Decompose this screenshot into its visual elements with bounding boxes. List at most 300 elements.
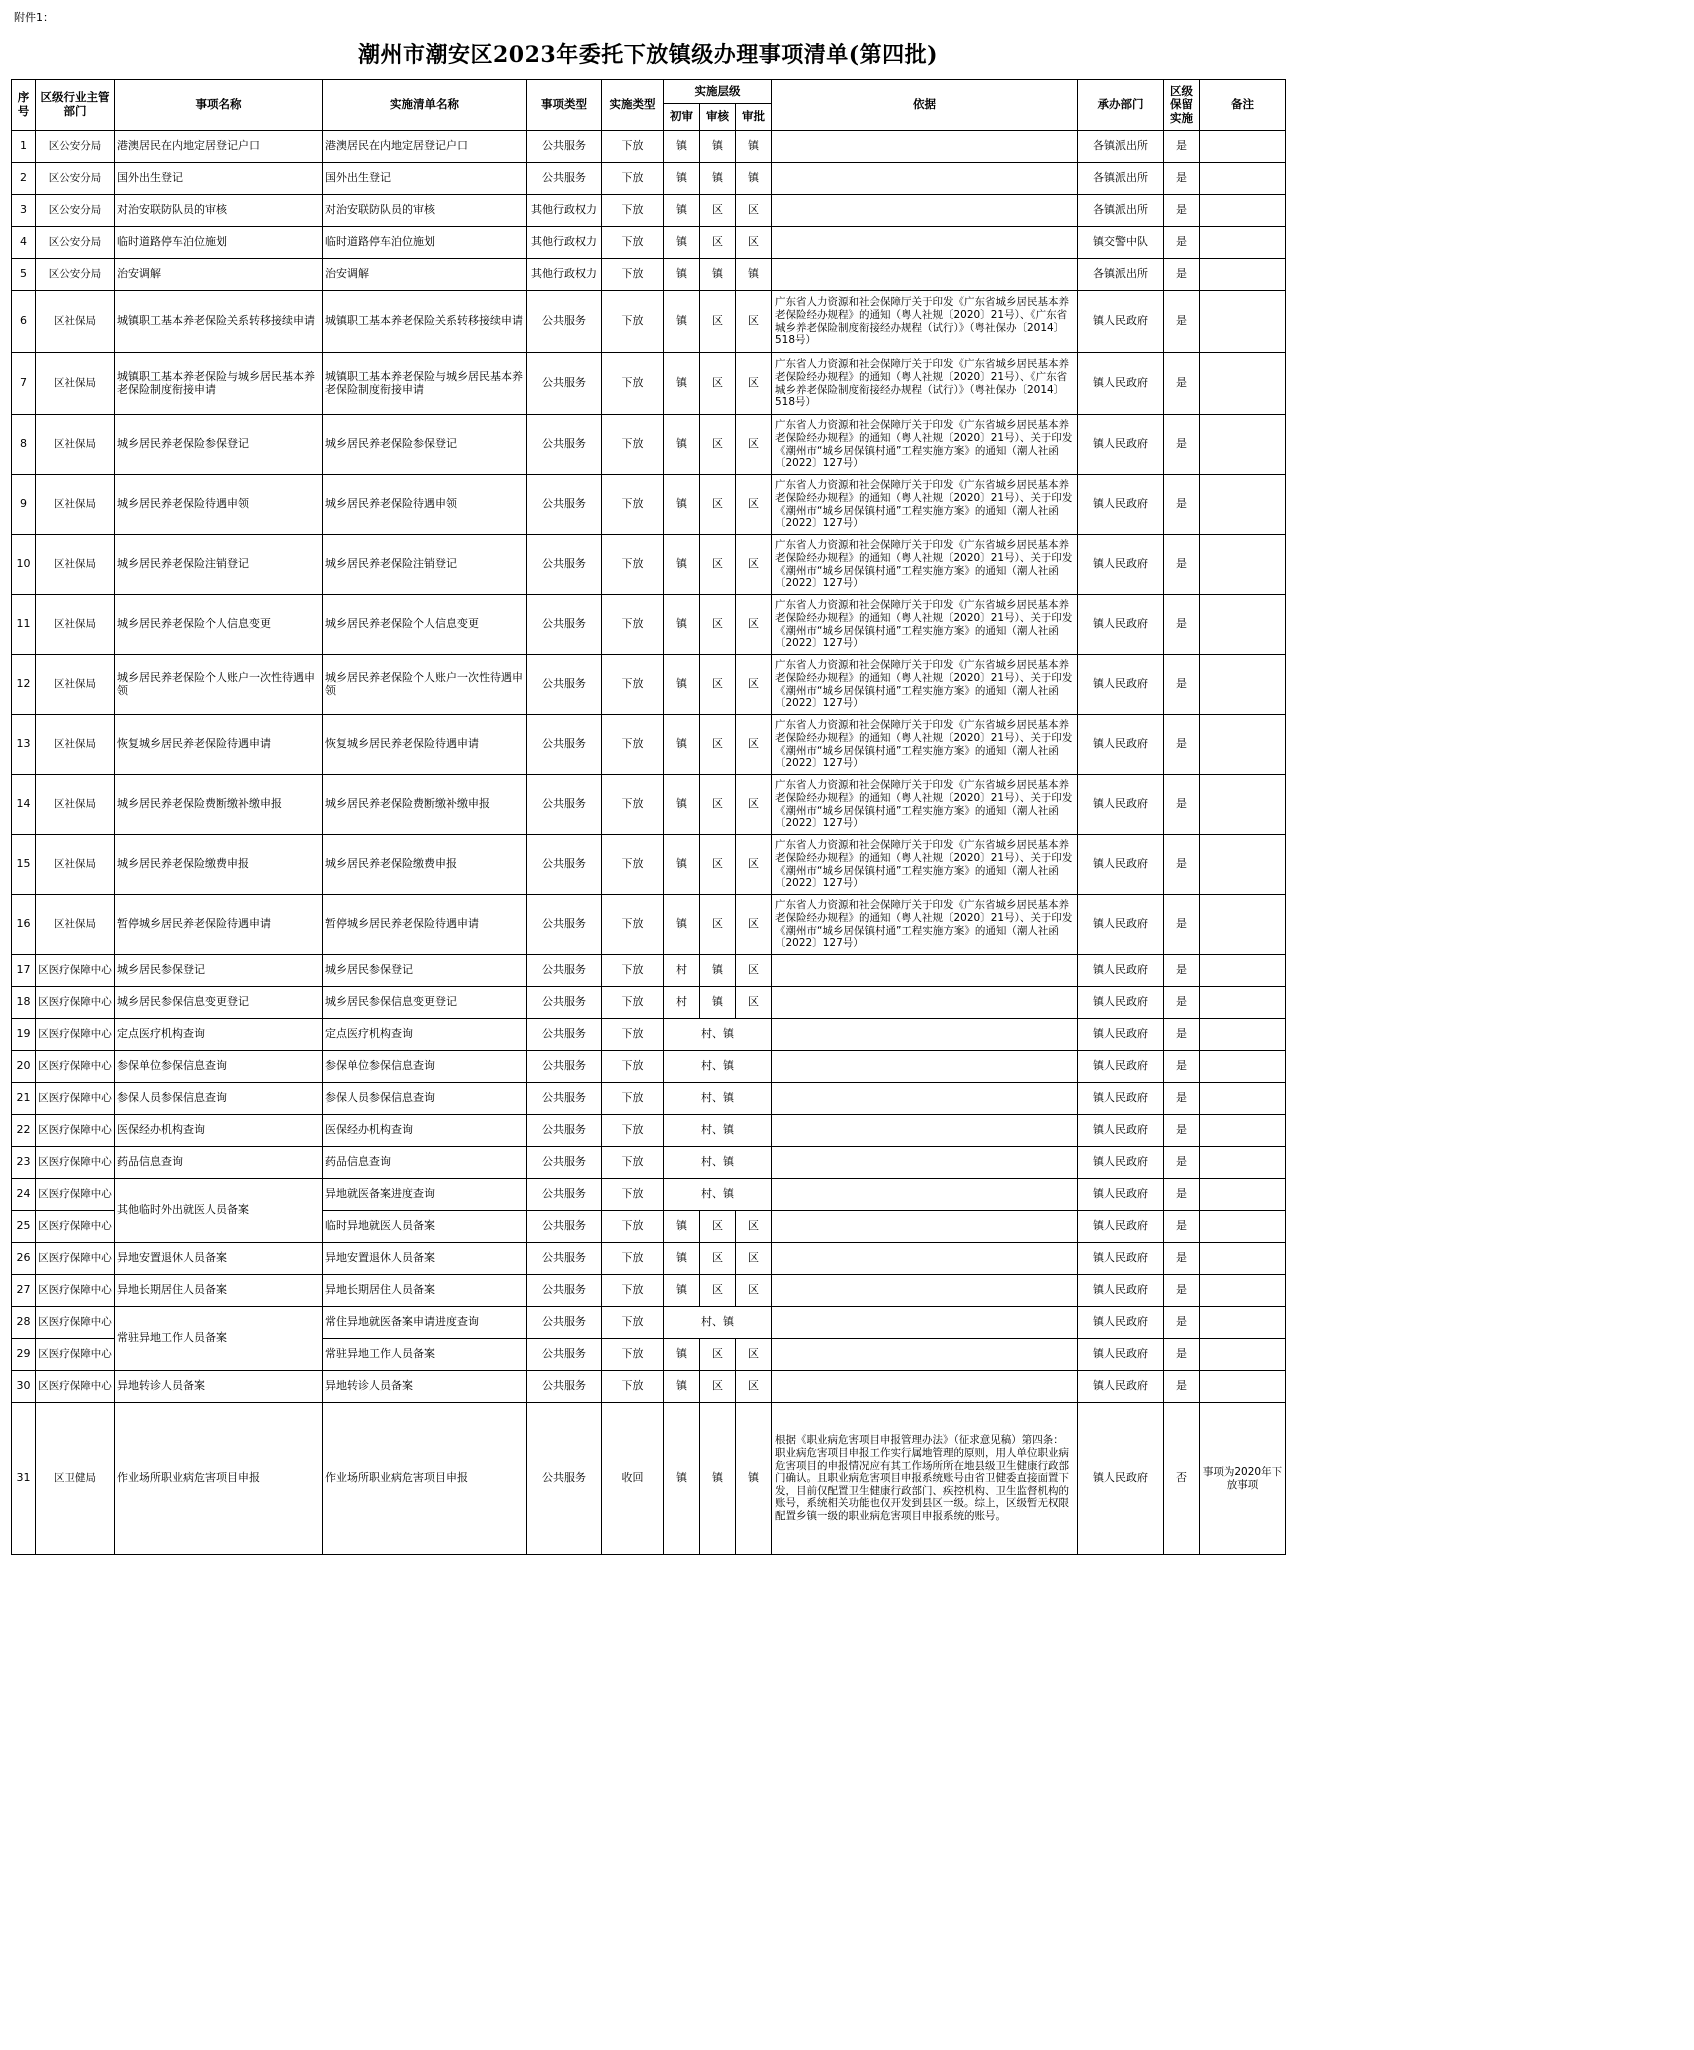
- row-impl-name: 常驻异地工作人员备案: [323, 1339, 527, 1371]
- col-header-impl: 实施清单名称: [323, 80, 527, 131]
- col-header-basis: 依据: [772, 80, 1078, 131]
- table-row: [12, 955, 1286, 987]
- row-item-name: 城乡居民参保信息变更登记: [115, 987, 323, 1019]
- row-level-l2: 区: [700, 227, 736, 259]
- row-no: 2: [12, 163, 36, 195]
- row-handler: 镇人民政府: [1078, 1147, 1164, 1179]
- row-no: 4: [12, 227, 36, 259]
- row-level-l2: 区: [700, 655, 736, 715]
- row-level-l3: 区: [736, 291, 772, 353]
- col-header-level-l2: 审核: [700, 104, 736, 131]
- row-dept: 区公安分局: [36, 163, 115, 195]
- table-row: [12, 1371, 1286, 1403]
- row-item-name: 港澳居民在内地定居登记户口: [115, 131, 323, 163]
- row-no: 30: [12, 1371, 36, 1403]
- row-basis: [772, 1115, 1078, 1147]
- row-impl-name: 对治安联防队员的审核: [323, 195, 527, 227]
- table-row: [12, 1083, 1286, 1115]
- row-basis: 广东省人力资源和社会保障厅关于印发《广东省城乡居民基本养老保险经办规程》的通知（粤人社规〔2020〕21号）、关于印发《潮州市“城乡居保镇村通”工程实施方案》的通知（潮人社函〔2022〕127号）: [772, 835, 1078, 895]
- row-level-l2: 镇: [700, 259, 736, 291]
- row-impl-name: 异地就医备案进度查询: [323, 1179, 527, 1211]
- row-item-name: 城乡居民养老保险个人信息变更: [115, 595, 323, 655]
- row-dept: 区医疗保障中心: [36, 955, 115, 987]
- row-level-l1: 镇: [664, 131, 700, 163]
- row-no: 9: [12, 475, 36, 535]
- row-retain: 是: [1164, 1051, 1200, 1083]
- row-item-type: 其他行政权力: [527, 195, 602, 227]
- row-level-l1: 镇: [664, 415, 700, 475]
- row-note: [1200, 415, 1286, 475]
- row-no: 26: [12, 1243, 36, 1275]
- row-basis: [772, 1307, 1078, 1339]
- table-row: [12, 775, 1286, 835]
- row-level-l2: 区: [700, 475, 736, 535]
- row-impl-mode: 下放: [602, 1051, 664, 1083]
- row-level-merged: 村、镇: [664, 1019, 772, 1051]
- row-impl-mode: 下放: [602, 1339, 664, 1371]
- row-level-l2: 镇: [700, 131, 736, 163]
- table-row: [12, 595, 1286, 655]
- row-basis: [772, 163, 1078, 195]
- row-impl-mode: 下放: [602, 195, 664, 227]
- row-no: 23: [12, 1147, 36, 1179]
- row-level-l1: 镇: [664, 163, 700, 195]
- row-level-l3: 区: [736, 595, 772, 655]
- row-item-name: 城镇职工基本养老保险与城乡居民基本养老保险制度衔接申请: [115, 353, 323, 415]
- row-item-type: 公共服务: [527, 1243, 602, 1275]
- row-item-type: 公共服务: [527, 353, 602, 415]
- row-no: 11: [12, 595, 36, 655]
- row-dept: 区公安分局: [36, 195, 115, 227]
- row-dept: 区医疗保障中心: [36, 987, 115, 1019]
- row-level-l1: 镇: [664, 195, 700, 227]
- row-level-l3: 区: [736, 955, 772, 987]
- row-no: 16: [12, 895, 36, 955]
- row-note: [1200, 353, 1286, 415]
- row-handler: 镇人民政府: [1078, 1115, 1164, 1147]
- row-level-l2: 区: [700, 195, 736, 227]
- row-level-merged: 村、镇: [664, 1115, 772, 1147]
- row-impl-mode: 下放: [602, 655, 664, 715]
- row-no: 21: [12, 1083, 36, 1115]
- row-dept: 区卫健局: [36, 1403, 115, 1555]
- row-item-name: 异地转诊人员备案: [115, 1371, 323, 1403]
- row-level-l1: 镇: [664, 595, 700, 655]
- row-impl-mode: 下放: [602, 535, 664, 595]
- row-basis: 广东省人力资源和社会保障厅关于印发《广东省城乡居民基本养老保险经办规程》的通知（粤人社规〔2020〕21号）、关于印发《潮州市“城乡居保镇村通”工程实施方案》的通知（潮人社函〔2022〕127号）: [772, 595, 1078, 655]
- row-note: [1200, 1275, 1286, 1307]
- row-handler: 各镇派出所: [1078, 163, 1164, 195]
- row-impl-name: 临时道路停车泊位施划: [323, 227, 527, 259]
- row-note: [1200, 291, 1286, 353]
- row-dept: 区社保局: [36, 775, 115, 835]
- row-handler: 镇人民政府: [1078, 1019, 1164, 1051]
- table-row: [12, 987, 1286, 1019]
- row-dept: 区医疗保障中心: [36, 1339, 115, 1371]
- row-item-name: 对治安联防队员的审核: [115, 195, 323, 227]
- row-handler: 镇人民政府: [1078, 835, 1164, 895]
- row-basis: 广东省人力资源和社会保障厅关于印发《广东省城乡居民基本养老保险经办规程》的通知（粤人社规〔2020〕21号）、关于印发《潮州市“城乡居保镇村通”工程实施方案》的通知（潮人社函〔2022〕127号）: [772, 775, 1078, 835]
- row-handler: 镇人民政府: [1078, 353, 1164, 415]
- row-item-name: 参保单位参保信息查询: [115, 1051, 323, 1083]
- row-handler: 镇人民政府: [1078, 475, 1164, 535]
- row-impl-name: 恢复城乡居民养老保险待遇申请: [323, 715, 527, 775]
- row-item-name: 城乡居民养老保险个人账户一次性待遇申领: [115, 655, 323, 715]
- row-dept: 区社保局: [36, 535, 115, 595]
- attachment-label: 附件1：: [14, 11, 54, 24]
- col-header-type: 事项类型: [527, 80, 602, 131]
- row-level-l3: 区: [736, 1211, 772, 1243]
- row-handler: 各镇派出所: [1078, 259, 1164, 291]
- row-dept: 区社保局: [36, 353, 115, 415]
- row-handler: 镇人民政府: [1078, 1275, 1164, 1307]
- row-level-l2: 区: [700, 1339, 736, 1371]
- row-no: 15: [12, 835, 36, 895]
- table-row: [12, 715, 1286, 775]
- row-level-merged: 村、镇: [664, 1051, 772, 1083]
- row-no: 17: [12, 955, 36, 987]
- row-level-l1: 镇: [664, 655, 700, 715]
- row-note: [1200, 1019, 1286, 1051]
- row-retain: 是: [1164, 1211, 1200, 1243]
- row-impl-name: 药品信息查询: [323, 1147, 527, 1179]
- row-level-l2: 区: [700, 835, 736, 895]
- row-item-name: 临时道路停车泊位施划: [115, 227, 323, 259]
- row-impl-name: 国外出生登记: [323, 163, 527, 195]
- row-basis: [772, 1147, 1078, 1179]
- row-basis: 广东省人力资源和社会保障厅关于印发《广东省城乡居民基本养老保险经办规程》的通知（粤人社规〔2020〕21号）、《广东省城乡养老保险制度衔接经办规程（试行）》（粤社保办〔2014〕518号）: [772, 291, 1078, 353]
- header-row: [12, 80, 1286, 104]
- row-note: [1200, 987, 1286, 1019]
- row-level-l3: 区: [736, 1275, 772, 1307]
- row-retain: 是: [1164, 227, 1200, 259]
- row-dept: 区医疗保障中心: [36, 1115, 115, 1147]
- row-level-l3: 区: [736, 415, 772, 475]
- row-impl-mode: 下放: [602, 1179, 664, 1211]
- row-item-type: 公共服务: [527, 415, 602, 475]
- row-no: 20: [12, 1051, 36, 1083]
- row-impl-name: 城镇职工基本养老保险关系转移接续申请: [323, 291, 527, 353]
- row-level-l2: 区: [700, 595, 736, 655]
- row-item-type: 公共服务: [527, 475, 602, 535]
- row-impl-mode: 下放: [602, 163, 664, 195]
- row-level-l1: 镇: [664, 259, 700, 291]
- row-item-type: 其他行政权力: [527, 259, 602, 291]
- row-item-name: 异地安置退休人员备案: [115, 1243, 323, 1275]
- row-level-l3: 区: [736, 987, 772, 1019]
- row-level-l3: 区: [736, 475, 772, 535]
- row-item-type: 公共服务: [527, 1115, 602, 1147]
- row-item-type: 公共服务: [527, 1019, 602, 1051]
- row-retain: 是: [1164, 163, 1200, 195]
- page-title: 潮州市潮安区2023年委托下放镇级办理事项清单(第四批): [357, 42, 939, 68]
- row-note: [1200, 655, 1286, 715]
- row-handler: 镇人民政府: [1078, 415, 1164, 475]
- row-impl-mode: 下放: [602, 1211, 664, 1243]
- row-impl-name: 治安调解: [323, 259, 527, 291]
- row-retain: 是: [1164, 595, 1200, 655]
- row-no: 8: [12, 415, 36, 475]
- row-dept: 区医疗保障中心: [36, 1083, 115, 1115]
- row-note: [1200, 535, 1286, 595]
- row-handler: 镇人民政府: [1078, 1083, 1164, 1115]
- row-no: 10: [12, 535, 36, 595]
- row-impl-mode: 下放: [602, 131, 664, 163]
- col-header-level-l3: 审批: [736, 104, 772, 131]
- row-item-name: 参保人员参保信息查询: [115, 1083, 323, 1115]
- row-item-name: 定点医疗机构查询: [115, 1019, 323, 1051]
- row-note: [1200, 227, 1286, 259]
- row-impl-mode: 下放: [602, 1019, 664, 1051]
- row-retain: 是: [1164, 1115, 1200, 1147]
- row-impl-name: 城乡居民参保信息变更登记: [323, 987, 527, 1019]
- col-header-mode: 实施类型: [602, 80, 664, 131]
- col-header-note: 备注: [1200, 80, 1286, 131]
- row-retain: 是: [1164, 415, 1200, 475]
- row-level-l2: 区: [700, 775, 736, 835]
- row-dept: 区公安分局: [36, 131, 115, 163]
- row-level-l3: 镇: [736, 259, 772, 291]
- row-dept: 区社保局: [36, 291, 115, 353]
- row-note: [1200, 131, 1286, 163]
- row-handler: 镇人民政府: [1078, 1051, 1164, 1083]
- row-retain: 否: [1164, 1403, 1200, 1555]
- row-basis: [772, 955, 1078, 987]
- row-basis: [772, 1179, 1078, 1211]
- row-dept: 区医疗保障中心: [36, 1307, 115, 1339]
- row-level-l1: 镇: [664, 895, 700, 955]
- table-row: [12, 1115, 1286, 1147]
- row-impl-name: 异地转诊人员备案: [323, 1371, 527, 1403]
- row-impl-name: 异地长期居住人员备案: [323, 1275, 527, 1307]
- row-item-type: 公共服务: [527, 1083, 602, 1115]
- row-level-l3: 镇: [736, 1403, 772, 1555]
- row-dept: 区医疗保障中心: [36, 1051, 115, 1083]
- row-basis: 广东省人力资源和社会保障厅关于印发《广东省城乡居民基本养老保险经办规程》的通知（粤人社规〔2020〕21号）、《广东省城乡养老保险制度衔接经办规程（试行）》（粤社保办〔2014〕518号）: [772, 353, 1078, 415]
- row-level-l1: 镇: [664, 353, 700, 415]
- row-item-name: 暂停城乡居民养老保险待遇申请: [115, 895, 323, 955]
- row-no: 22: [12, 1115, 36, 1147]
- row-note: [1200, 1307, 1286, 1339]
- row-impl-mode: 下放: [602, 595, 664, 655]
- row-level-l3: 区: [736, 775, 772, 835]
- row-retain: 是: [1164, 259, 1200, 291]
- row-level-l1: 镇: [664, 715, 700, 775]
- row-level-l3: 区: [736, 895, 772, 955]
- row-impl-mode: 下放: [602, 1243, 664, 1275]
- row-handler: 镇人民政府: [1078, 291, 1164, 353]
- row-level-l3: 区: [736, 227, 772, 259]
- row-handler: 镇人民政府: [1078, 1307, 1164, 1339]
- row-no: 18: [12, 987, 36, 1019]
- row-note: [1200, 775, 1286, 835]
- row-level-l2: 区: [700, 353, 736, 415]
- row-level-l1: 镇: [664, 1371, 700, 1403]
- row-level-l3: 镇: [736, 163, 772, 195]
- row-handler: 镇人民政府: [1078, 1211, 1164, 1243]
- row-level-l2: 区: [700, 291, 736, 353]
- row-handler: 镇人民政府: [1078, 955, 1164, 987]
- row-note: [1200, 163, 1286, 195]
- row-note: [1200, 1371, 1286, 1403]
- row-note: [1200, 1115, 1286, 1147]
- table-row: [12, 1275, 1286, 1307]
- row-basis: [772, 1083, 1078, 1115]
- row-basis: [772, 195, 1078, 227]
- row-retain: 是: [1164, 1307, 1200, 1339]
- row-impl-mode: 下放: [602, 1083, 664, 1115]
- row-impl-name: 定点医疗机构查询: [323, 1019, 527, 1051]
- row-note: [1200, 1339, 1286, 1371]
- row-dept: 区社保局: [36, 715, 115, 775]
- row-handler: 各镇派出所: [1078, 195, 1164, 227]
- row-retain: 是: [1164, 131, 1200, 163]
- row-level-l2: 镇: [700, 987, 736, 1019]
- table-row: [12, 415, 1286, 475]
- row-level-l1: 镇: [664, 535, 700, 595]
- row-impl-mode: 下放: [602, 475, 664, 535]
- row-item-type: 公共服务: [527, 715, 602, 775]
- row-basis: [772, 1019, 1078, 1051]
- row-impl-mode: 下放: [602, 835, 664, 895]
- row-item-name: 医保经办机构查询: [115, 1115, 323, 1147]
- row-dept: 区医疗保障中心: [36, 1243, 115, 1275]
- row-handler: 镇人民政府: [1078, 715, 1164, 775]
- row-impl-mode: 下放: [602, 715, 664, 775]
- row-no: 19: [12, 1019, 36, 1051]
- table-row: [12, 227, 1286, 259]
- row-impl-mode: 下放: [602, 1147, 664, 1179]
- row-impl-name: 城乡居民养老保险注销登记: [323, 535, 527, 595]
- row-no: 3: [12, 195, 36, 227]
- row-no: 6: [12, 291, 36, 353]
- row-dept: 区公安分局: [36, 259, 115, 291]
- row-impl-mode: 下放: [602, 353, 664, 415]
- row-retain: 是: [1164, 1179, 1200, 1211]
- row-note: [1200, 595, 1286, 655]
- row-basis: [772, 1371, 1078, 1403]
- row-handler: 各镇派出所: [1078, 131, 1164, 163]
- row-level-l1: 镇: [664, 475, 700, 535]
- row-level-merged: 村、镇: [664, 1083, 772, 1115]
- row-level-l2: 镇: [700, 1403, 736, 1555]
- row-item-type: 公共服务: [527, 1371, 602, 1403]
- row-note: [1200, 1051, 1286, 1083]
- row-level-l1: 镇: [664, 1211, 700, 1243]
- row-impl-name: 常住异地就医备案申请进度查询: [323, 1307, 527, 1339]
- items-table: [11, 79, 1286, 1555]
- row-impl-name: 临时异地就医人员备案: [323, 1211, 527, 1243]
- row-basis: 广东省人力资源和社会保障厅关于印发《广东省城乡居民基本养老保险经办规程》的通知（粤人社规〔2020〕21号）、关于印发《潮州市“城乡居保镇村通”工程实施方案》的通知（潮人社函〔2022〕127号）: [772, 715, 1078, 775]
- row-handler: 镇人民政府: [1078, 1371, 1164, 1403]
- row-basis: 根据《职业病危害项目申报管理办法》（征求意见稿）第四条：职业病危害项目申报工作实行属地管理的原则，用人单位职业病危害项目的申报情况应有其工作场所所在地县级卫生健康行政部门确认。且职业病危害项目申报系统账号由省卫健委直接面置下发，目前仅配置卫生健康行政部门、疾控机构、卫生监督机构的账号，系统相关功能也仅开发到县区一级。综上，区级暂无权限配置乡镇一级的职业病危害项目申报系统的账号。: [772, 1403, 1078, 1555]
- table-row: [12, 259, 1286, 291]
- row-dept: 区公安分局: [36, 227, 115, 259]
- row-level-l3: 区: [736, 353, 772, 415]
- row-basis: [772, 1211, 1078, 1243]
- row-handler: 镇人民政府: [1078, 1403, 1164, 1555]
- row-retain: 是: [1164, 655, 1200, 715]
- row-note: [1200, 715, 1286, 775]
- table-row: [12, 1147, 1286, 1179]
- row-level-l1: 镇: [664, 1275, 700, 1307]
- row-no: 25: [12, 1211, 36, 1243]
- row-level-l3: 区: [736, 1243, 772, 1275]
- row-item-type: 公共服务: [527, 1275, 602, 1307]
- row-retain: 是: [1164, 195, 1200, 227]
- row-note: [1200, 835, 1286, 895]
- row-impl-name: 暂停城乡居民养老保险待遇申请: [323, 895, 527, 955]
- row-note: [1200, 1243, 1286, 1275]
- row-level-l3: 区: [736, 715, 772, 775]
- col-header-handler: 承办部门: [1078, 80, 1164, 131]
- row-no: 31: [12, 1403, 36, 1555]
- col-header-retain: 区级保留实施: [1164, 80, 1200, 131]
- row-impl-name: 城乡居民养老保险参保登记: [323, 415, 527, 475]
- table-row: [12, 1243, 1286, 1275]
- row-level-l2: 镇: [700, 955, 736, 987]
- table-row: [12, 475, 1286, 535]
- row-basis: [772, 259, 1078, 291]
- row-impl-mode: 下放: [602, 775, 664, 835]
- table-row: [12, 131, 1286, 163]
- row-level-l1: 镇: [664, 835, 700, 895]
- row-dept: 区社保局: [36, 595, 115, 655]
- table-row: [12, 291, 1286, 353]
- row-retain: 是: [1164, 353, 1200, 415]
- table-row: [12, 1019, 1286, 1051]
- row-no: 5: [12, 259, 36, 291]
- row-item-type: 公共服务: [527, 163, 602, 195]
- row-handler: 镇人民政府: [1078, 895, 1164, 955]
- row-basis: [772, 1339, 1078, 1371]
- row-level-l2: 区: [700, 1275, 736, 1307]
- row-retain: 是: [1164, 1371, 1200, 1403]
- row-impl-name: 城乡居民参保登记: [323, 955, 527, 987]
- row-retain: 是: [1164, 775, 1200, 835]
- row-basis: [772, 227, 1078, 259]
- row-handler: 镇人民政府: [1078, 987, 1164, 1019]
- row-item-name: 城乡居民参保登记: [115, 955, 323, 987]
- row-impl-mode: 下放: [602, 987, 664, 1019]
- row-level-l1: 镇: [664, 775, 700, 835]
- row-no: 7: [12, 353, 36, 415]
- table-body: [12, 131, 1286, 1555]
- row-item-type: 公共服务: [527, 775, 602, 835]
- row-basis: [772, 1275, 1078, 1307]
- row-dept: 区社保局: [36, 835, 115, 895]
- row-no: 13: [12, 715, 36, 775]
- row-item-type: 公共服务: [527, 1179, 602, 1211]
- row-dept: 区社保局: [36, 655, 115, 715]
- row-impl-name: 城乡居民养老保险缴费申报: [323, 835, 527, 895]
- table-row: [12, 1179, 1286, 1211]
- row-dept: 区医疗保障中心: [36, 1211, 115, 1243]
- row-dept: 区医疗保障中心: [36, 1019, 115, 1051]
- row-impl-mode: 下放: [602, 1307, 664, 1339]
- row-item-name: 其他临时外出就医人员备案: [115, 1179, 323, 1243]
- row-item-type: 公共服务: [527, 1307, 602, 1339]
- row-basis: 广东省人力资源和社会保障厅关于印发《广东省城乡居民基本养老保险经办规程》的通知（粤人社规〔2020〕21号）、关于印发《潮州市“城乡居保镇村通”工程实施方案》的通知（潮人社函〔2022〕127号）: [772, 895, 1078, 955]
- row-level-l1: 镇: [664, 1243, 700, 1275]
- table-row: [12, 535, 1286, 595]
- row-dept: 区医疗保障中心: [36, 1275, 115, 1307]
- row-basis: 广东省人力资源和社会保障厅关于印发《广东省城乡居民基本养老保险经办规程》的通知（粤人社规〔2020〕21号）、关于印发《潮州市“城乡居保镇村通”工程实施方案》的通知（潮人社函〔2022〕127号）: [772, 415, 1078, 475]
- row-level-l3: 区: [736, 835, 772, 895]
- row-dept: 区医疗保障中心: [36, 1179, 115, 1211]
- row-level-l2: 区: [700, 715, 736, 775]
- row-level-l3: 区: [736, 1339, 772, 1371]
